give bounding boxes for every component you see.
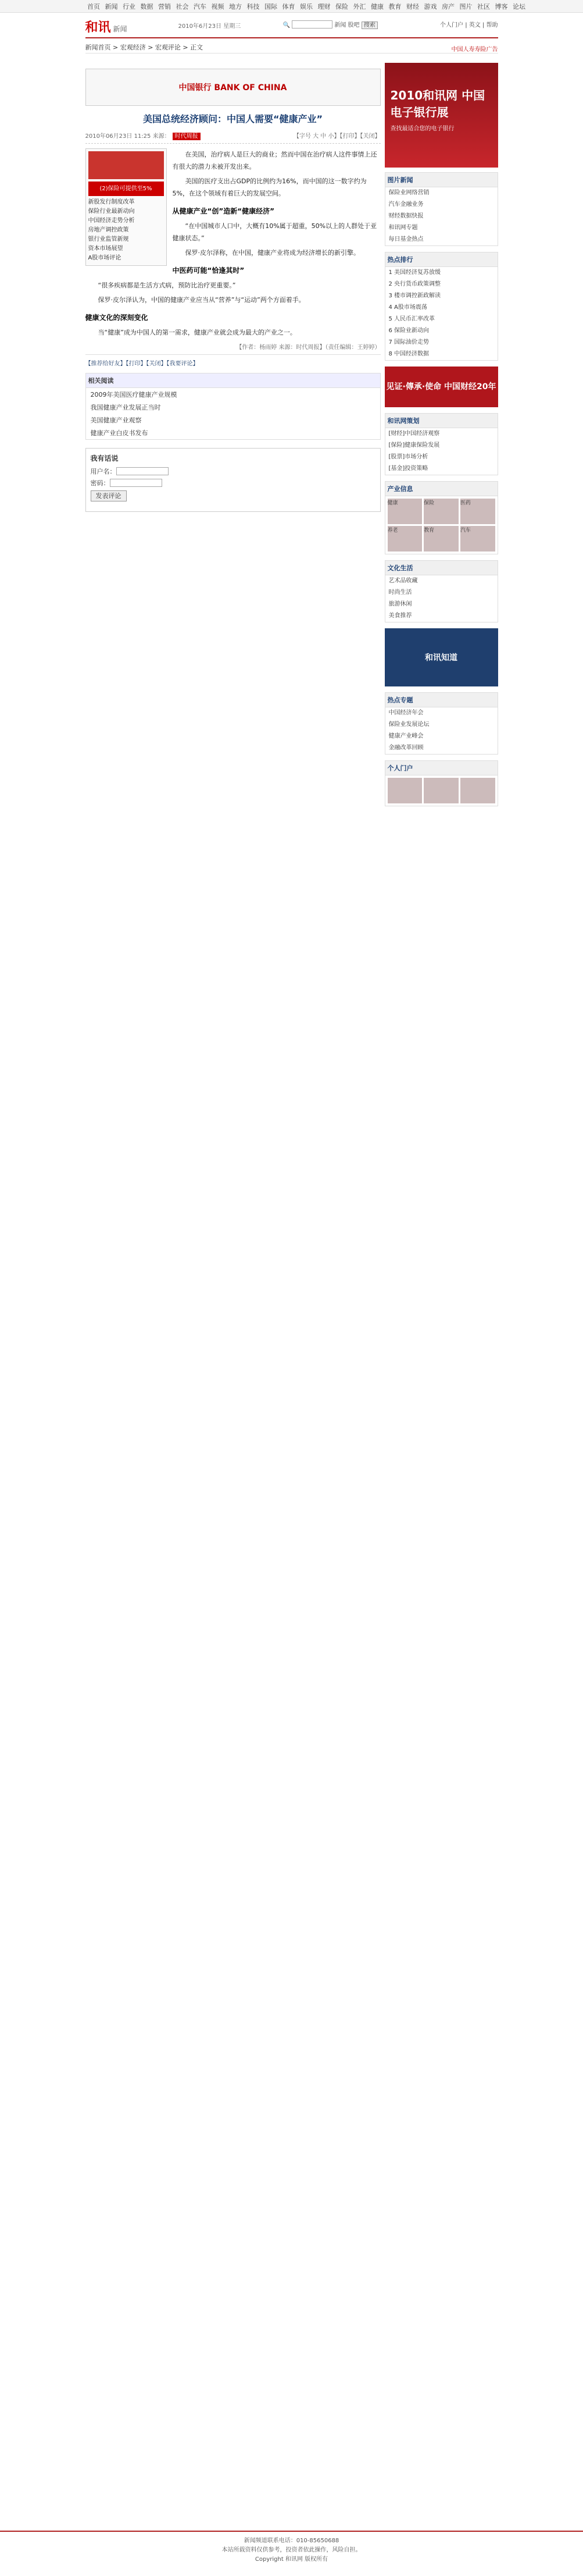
- side-link[interactable]: 2 央行货币政策调整: [388, 281, 441, 287]
- side-special: [385, 413, 498, 475]
- side-box-title: 和讯网策划: [385, 414, 498, 428]
- thumb-caption: 教育: [424, 528, 435, 533]
- english-link[interactable]: 英文: [468, 22, 481, 29]
- site-footer: [0, 2531, 583, 2564]
- side-link[interactable]: 艺术品收藏: [388, 578, 418, 584]
- side-link[interactable]: 4 A股市场震荡: [388, 304, 427, 311]
- avatar[interactable]: [460, 778, 495, 803]
- article-toolbar[interactable]: 【推荐给好友】【打印】【关闭】【我要评论】: [85, 354, 381, 367]
- side-box-title: 个人门户: [385, 761, 498, 775]
- nav-item[interactable]: 教育: [388, 3, 402, 10]
- related-title: 相关阅读: [86, 373, 380, 388]
- nav-item[interactable]: 国际: [264, 3, 277, 10]
- side-link[interactable]: 7 国际油价走势: [388, 339, 430, 346]
- side-link[interactable]: 美食推荐: [388, 613, 412, 619]
- inset-link[interactable]: 保险行业最新动向: [88, 208, 135, 215]
- side-link[interactable]: [股票]市场分析: [388, 454, 428, 460]
- article-meta: [85, 131, 381, 144]
- article-source-label: 来源：: [152, 133, 170, 140]
- breadcrumb[interactable]: 新闻首页 > 宏观经济 > 宏观评论 > 正文: [85, 38, 498, 54]
- nav-item[interactable]: 房产: [442, 3, 455, 10]
- inset-link[interactable]: A股市场评论: [88, 255, 121, 261]
- thumb-image[interactable]: [460, 526, 495, 552]
- nav-item[interactable]: 社会: [176, 3, 189, 10]
- comment-form: [85, 448, 381, 512]
- username-label: 用户名：: [90, 468, 116, 475]
- inset-link[interactable]: 中国经济走势分析: [88, 218, 135, 224]
- thumb-caption: 汽车: [460, 528, 471, 533]
- header-links: 个人门户 | 英文 | 帮助: [440, 22, 498, 29]
- side-link[interactable]: 保险业发展论坛: [388, 721, 430, 728]
- nav-item[interactable]: 营销: [158, 3, 171, 10]
- side-industry: [385, 481, 498, 554]
- side-link[interactable]: 3 楼市调控新政解读: [388, 293, 441, 299]
- ebank-ad-sub: 查找最适合您的电子银行: [390, 126, 455, 132]
- sidebar: [385, 63, 498, 812]
- article-subheading: 健康文化的深刻变化: [85, 314, 148, 322]
- site-logo[interactable]: [85, 17, 127, 35]
- article-subheading: 中医药可能“恰逢其时”: [172, 266, 245, 275]
- password-input[interactable]: [110, 479, 162, 487]
- logo-text: 和讯: [85, 20, 111, 35]
- page-wrapper: [85, 15, 498, 2540]
- nav-item[interactable]: 视频: [211, 3, 224, 10]
- nav-item[interactable]: 科技: [246, 3, 260, 10]
- side-ranking: [385, 252, 498, 361]
- related-link[interactable]: 我国健康产业发展正当时: [90, 404, 161, 411]
- nav-item[interactable]: 娱乐: [300, 3, 313, 10]
- side-box-title: 图片新闻: [385, 173, 498, 187]
- article-time: 2010年06月23日 11:25: [85, 133, 151, 140]
- related-link[interactable]: 2009年美国医疗健康产业规模: [90, 391, 177, 399]
- nav-item[interactable]: 理财: [317, 3, 331, 10]
- avatar[interactable]: [388, 778, 423, 803]
- side-photo-news: [385, 172, 498, 246]
- side-link[interactable]: 6 保险业新动向: [388, 328, 430, 334]
- side-link[interactable]: 1 美国经济复苏放缓: [388, 269, 441, 276]
- nav-item[interactable]: 新闻: [105, 3, 118, 10]
- article-paragraph: 当“健康”成为中国人的第一需求，健康产业就会成为最大的产业之一。: [98, 329, 296, 336]
- nav-item[interactable]: 保险: [335, 3, 348, 10]
- anniversary-banner[interactable]: 见证·傳承·使命 中国财经20年: [385, 367, 498, 407]
- article-paragraph: 美国的医疗支出占GDP的比例约为16%，而中国的这一数字约为5%，在这个领域有着巨大的发展空间。: [172, 177, 367, 197]
- password-label: 密码：: [90, 479, 110, 487]
- inset-link[interactable]: 新股发行制度改革: [88, 199, 135, 205]
- thumb-caption: 健康: [387, 500, 398, 506]
- thumb-image[interactable]: [460, 499, 495, 524]
- side-box-title: 文化生活: [385, 561, 498, 575]
- zhidao-banner[interactable]: 和讯知道: [385, 628, 498, 686]
- nav-item[interactable]: 图片: [459, 3, 473, 10]
- side-link[interactable]: 财经数据快报: [388, 213, 424, 219]
- side-link[interactable]: 汽车金融业务: [388, 201, 424, 208]
- nav-item[interactable]: 地方: [229, 3, 242, 10]
- article-paragraph: “很多疾病都是生活方式病，预防比治疗更重要。”: [98, 282, 236, 289]
- side-link[interactable]: [财经]中国经济观察: [388, 430, 440, 437]
- inset-link[interactable]: 房地产调控政策: [88, 227, 129, 233]
- side-link[interactable]: 保险业网络营销: [388, 190, 430, 196]
- side-link[interactable]: 8 中国经济数据: [388, 351, 430, 357]
- submit-comment-button[interactable]: 发表评论: [91, 490, 127, 501]
- thumb-caption: 养老: [387, 528, 398, 533]
- nav-item[interactable]: 健康: [371, 3, 384, 10]
- article-title: 美国总统经济顾问：中国人需要“健康产业”: [142, 113, 323, 124]
- username-input[interactable]: [116, 467, 169, 475]
- nav-item[interactable]: 博客: [495, 3, 508, 10]
- article-paragraph: 在美国，治疗病人是巨大的商业；然而中国在治疗病人这件事情上还有很大的潜力未被开发出来。: [172, 151, 377, 170]
- related-link[interactable]: 美国健康产业观察: [90, 417, 142, 424]
- article-paragraph: 保罗·皮尔泽认为，中国的健康产业应当从“营养”与“运动”两个方面着手。: [98, 296, 305, 304]
- side-link[interactable]: 健康产业峰会: [388, 733, 424, 739]
- side-link[interactable]: 中国经济年会: [388, 710, 424, 716]
- search-icon: 🔍: [282, 22, 290, 29]
- search-input[interactable]: [292, 20, 332, 29]
- article-editor: 【作者：杨雨婷 来源：时代周报】（责任编辑：王婷婷）: [236, 344, 381, 351]
- nav-item[interactable]: 体育: [282, 3, 295, 10]
- side-link[interactable]: 和讯网专题: [388, 225, 418, 231]
- top-navigation: [0, 0, 583, 13]
- inset-link[interactable]: 银行业监管新规: [88, 236, 129, 243]
- side-box-title: 产业信息: [385, 482, 498, 496]
- help-link[interactable]: 帮助: [486, 22, 498, 29]
- nav-item[interactable]: 论坛: [513, 3, 525, 10]
- article-subheading: 从健康产业“创”造新“健康经济”: [172, 207, 275, 215]
- nav-item[interactable]: 首页: [87, 3, 100, 10]
- crumb-ad-link[interactable]: 中国人寿寿险广告: [451, 47, 498, 53]
- nav-item[interactable]: 游戏: [424, 3, 437, 10]
- login-link[interactable]: 个人门户: [440, 22, 464, 29]
- header-date: 2010年6月23日 星期三: [178, 23, 241, 30]
- side-link[interactable]: 金融改革回顾: [388, 745, 424, 751]
- radio-guba[interactable]: 股吧: [348, 22, 360, 29]
- ebank-ad-title: 2010和讯网 中国电子银行展: [390, 88, 485, 119]
- nav-item[interactable]: 行业: [123, 3, 135, 10]
- avatar[interactable]: [424, 778, 459, 803]
- nav-item[interactable]: 数据: [140, 3, 153, 10]
- comment-title: 我有话说: [90, 454, 119, 462]
- nav-item[interactable]: 外汇: [353, 3, 366, 10]
- thumb-image[interactable]: [388, 526, 423, 552]
- thumb-caption: 医药: [460, 500, 471, 506]
- footer-copyright: Copyright 和讯网 版权所有: [255, 2556, 328, 2563]
- nav-item[interactable]: 汽车: [194, 3, 206, 10]
- radio-news[interactable]: 新闻: [334, 22, 346, 29]
- side-link[interactable]: 旅游休闲: [388, 601, 412, 607]
- thumb-image[interactable]: [388, 499, 423, 524]
- nav-item[interactable]: 社区: [477, 3, 490, 10]
- bank-ad-banner[interactable]: 中国银行 BANK OF CHINA: [85, 69, 381, 106]
- ebank-ad[interactable]: [385, 63, 498, 168]
- side-box-title: 热点专题: [385, 693, 498, 707]
- inset-image[interactable]: [88, 151, 164, 179]
- article-source-tag[interactable]: 时代周报: [173, 133, 201, 140]
- side-link[interactable]: 每日基金热点: [388, 236, 424, 243]
- side-link[interactable]: 5 人民币汇率改革: [388, 316, 435, 322]
- related-link[interactable]: 健康产业白皮书发布: [90, 429, 148, 437]
- side-culture: [385, 560, 498, 622]
- footer-disclaimer: 本站所载资料仅供参考，投资者依此操作，风险自担。: [221, 2547, 362, 2553]
- side-portal: [385, 760, 498, 806]
- main-column: [85, 63, 381, 512]
- inset-link[interactable]: 资本市场展望: [88, 245, 123, 252]
- article-paragraph: “在中国城市人口中，大概有10%属于超重，50%以上的人群处于亚健康状态。”: [172, 222, 377, 242]
- nav-item[interactable]: 财经: [406, 3, 419, 10]
- side-topics: [385, 692, 498, 755]
- side-box-title: 热点排行: [385, 252, 498, 267]
- footer-contact: 新闻频道联系电话：010-85650688: [244, 2538, 339, 2544]
- related-reading: [85, 373, 381, 440]
- article-body: [85, 148, 381, 339]
- side-link[interactable]: [基金]投资策略: [388, 465, 428, 472]
- inset-title: (2)保险可提供至5%: [88, 182, 164, 196]
- search-button[interactable]: 搜索: [362, 22, 378, 29]
- side-link[interactable]: 时尚生活: [388, 589, 412, 596]
- site-header: [85, 15, 498, 38]
- thumb-image[interactable]: [424, 526, 459, 552]
- article-tools[interactable]: 【字号 大 中 小】【打印】【关闭】: [293, 133, 381, 140]
- article-paragraph: 保罗·皮尔泽称，在中国，健康产业将成为经济增长的新引擎。: [185, 249, 360, 257]
- inset-box: [85, 148, 167, 266]
- thumb-caption: 保险: [424, 500, 435, 506]
- logo-subtext: 新闻: [113, 25, 127, 33]
- header-search: [283, 20, 378, 29]
- side-link[interactable]: [保险]健康保险发展: [388, 442, 440, 449]
- thumb-image[interactable]: [424, 499, 459, 524]
